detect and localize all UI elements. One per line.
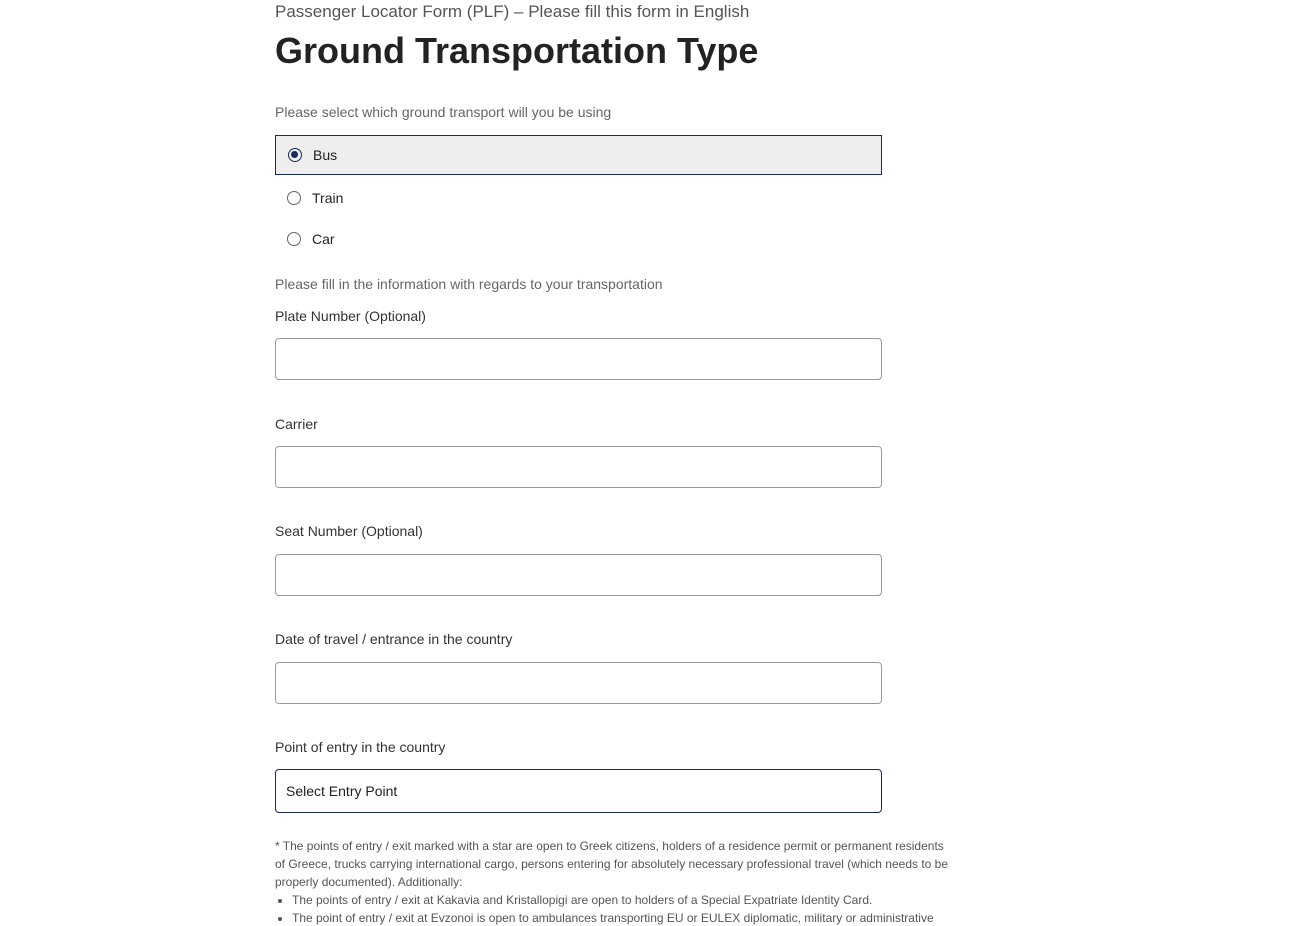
radio-unchecked-icon[interactable] [287, 191, 301, 205]
radio-option-car[interactable] [275, 219, 882, 259]
radio-label-car: Car [312, 231, 335, 247]
plate-number-label: Plate Number (Optional) [275, 308, 426, 324]
page-title: Ground Transportation Type [275, 30, 759, 71]
notes-bullet-item: • The points of entry / exit at Kakavia and Kristallopigi are open to holders of a Special Expatriate Identity Card. [292, 891, 970, 909]
radio-checked-icon[interactable] [288, 148, 302, 162]
date-of-travel-input[interactable] [275, 662, 882, 704]
date-of-travel-label: Date of travel / entrance in the country [275, 631, 513, 647]
carrier-input[interactable] [275, 446, 882, 488]
radio-option-bus[interactable] [275, 135, 882, 175]
seat-number-label: Seat Number (Optional) [275, 523, 423, 539]
carrier-label: Carrier [275, 416, 318, 432]
seat-number-input[interactable] [275, 554, 882, 596]
notes-intro-line: of Greece, trucks carrying international cargo, persons entering for absolutely necessary professional travel (which needs to be [275, 857, 949, 871]
transport-question: Please select which ground transport will you be using [275, 104, 612, 120]
radio-label-train: Train [312, 190, 344, 206]
entry-point-selected-value: Select Entry Point [286, 783, 398, 799]
notes-bullet-item: • The point of entry / exit at Evzonoi is open to ambulances transporting EU or EULEX diplomatic, military or administrative [292, 909, 970, 926]
plate-number-input[interactable] [275, 338, 882, 380]
notes-intro-line: properly documented). Additionally: [275, 875, 463, 889]
notes-intro-line: * The points of entry / exit marked with a star are open to Greek citizens, holders of a residence permit or permanent residents [275, 839, 944, 853]
details-instruction: Please fill in the information with regards to your transportation [275, 276, 663, 292]
entry-point-label: Point of entry in the country [275, 739, 446, 755]
radio-unchecked-icon[interactable] [287, 232, 301, 246]
notes-bullet-list [275, 891, 970, 926]
form-supertitle: Passenger Locator Form (PLF) – Please fill this form in English [275, 2, 750, 21]
radio-option-train[interactable] [275, 178, 882, 218]
radio-label-bus: Bus [313, 147, 338, 163]
entry-points-notes [275, 837, 970, 926]
entry-point-select[interactable] [275, 769, 882, 813]
